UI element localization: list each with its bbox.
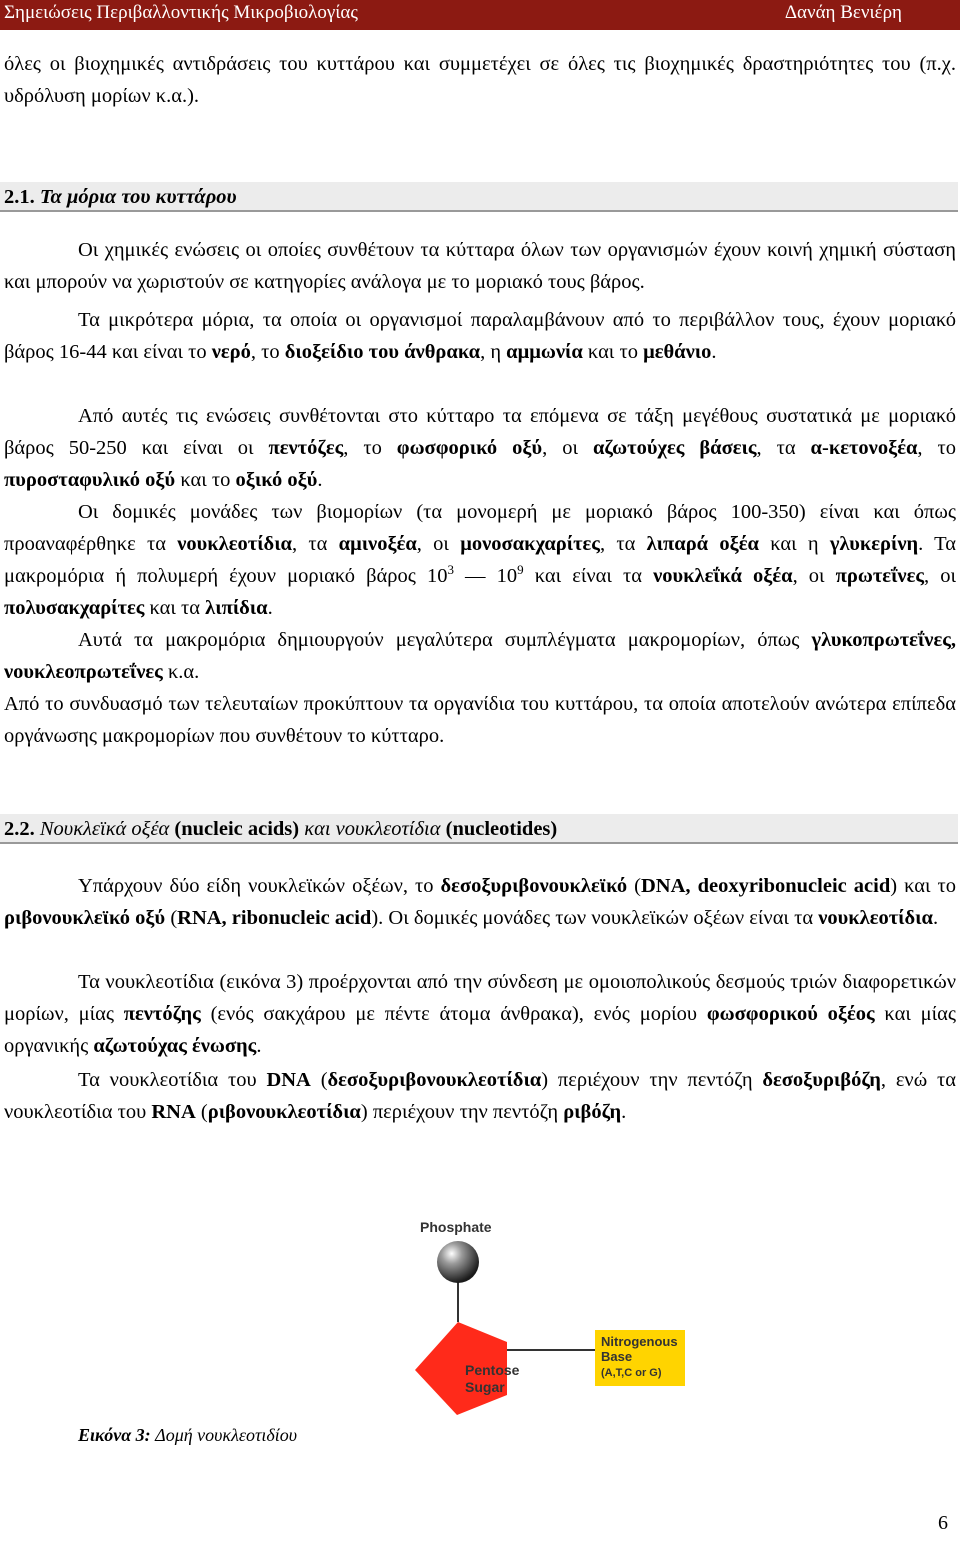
base-label-line3: (A,T,C or G) (601, 1367, 662, 1379)
figure-caption (78, 1425, 297, 1446)
pentose-label-line1: Pentose (465, 1362, 520, 1378)
base-label-line1: Nitrogenous (601, 1334, 678, 1349)
paragraph-nucleic-acid-types: Υπάρχουν δύο είδη νουκλεϊκών οξέων, το δεσοξυριβονουκλεϊκό (DNA, deoxyribonucleic acid) και το ριβονουκλεϊκό οξύ (RNA, ribonucleic acid). Οι δομικές μονάδες των νουκλεϊκών οξέων είναι τα νουκλεοτίδια. (4, 875, 957, 929)
paragraph-building-blocks: Οι δομικές μονάδες των βιομορίων (τα μονομερή με μοριακό βάρος 100-350) είναι και όπως προαναφέρθηκε τα νουκλεοτίδια, τα αμινοξέα, οι μονοσακχαρίτες, τα λιπαρά οξέα και η γλυκερίνη. Τα μακρομόρια ή πολυμερή έχουν μοριακό βάρος $10^3$ — $10^9$ και είναι τα νουκλεΐκά οξέα, οι πρωτεΐνες, οι πολυσακχαρίτες και τα λιπίδια. (4, 501, 957, 619)
paragraph-dna-rna-sugars: Τα νουκλεοτίδια του DNA (δεσοξυριβονουκλεοτίδια) περιέχουν την πεντόζη δεσοξυριβόζη, ενώ τα νουκλεοτίδια του RNA (ριβονουκλεοτίδια) περιέχουν την πεντόζη ριβόζη. (4, 1069, 956, 1123)
caption-text: Δομή νουκλεοτιδίου (155, 1425, 298, 1445)
paragraph-medium-molecules: Από αυτές τις ενώσεις συνθέτονται στο κύτταρο τα επόμενα σε τάξη μεγέθους συστατικά με μοριακό βάρος 50-250 και είναι οι πεντόζες, το φωσφορικό οξύ, οι αζωτούχες βάσεις, τα α-κετονοξέα, το πυροσταφυλικό οξύ και το οξικό οξύ. (4, 405, 956, 491)
paragraph-small-molecules: Τα μικρότερα μόρια, τα οποία οι οργανισμοί παραλαμβάνουν από το περιβάλλον τους, έχουν μοριακό βάρος 16-44 και είναι το νερό, το διοξείδιο του άνθρακα, η αμμωνία και το μεθάνιο. (4, 309, 956, 363)
page-number: 6 (938, 1512, 948, 1534)
section-heading-2-1 (0, 182, 958, 212)
caption-label: Εικόνα 3: (78, 1425, 151, 1445)
paragraph-complexes: Αυτά τα μακρομόρια δημιουργούν μεγαλύτερα συμπλέγματα μακρομορίων, όπως γλυκοπρωτεΐνες, νουκλεοπρωτεΐνες κ.α. (4, 629, 956, 683)
pentose-label-line2: Sugar (465, 1379, 505, 1395)
section-title: Τα μόρια του κυττάρου (39, 186, 237, 208)
paragraph-intro: όλες οι βιοχημικές αντιδράσεις του κυττάρου και συμμετέχει σε όλες τις βιοχημικές δραστηριότητες του (π.χ. υδρόλυση μορίων κ.α.). (4, 53, 956, 107)
paragraph-molecules: Οι χημικές ενώσεις οι οποίες συνθέτουν τα κύτταρα όλων των οργανισμών έχουν κοινή χημική σύσταση και μπορούν να χωριστούν σε κατηγορίες ανάλογα με το μοριακό τους βάρος. (4, 239, 956, 293)
nucleotide-structure-figure (415, 1210, 715, 1425)
phosphate-sphere-icon (437, 1241, 479, 1283)
section-heading-2-2: 2.2. Νουκλεϊκά οξέα (nucleic acids) και νουκλεοτίδια (nucleotides) (0, 814, 958, 844)
base-label-line2: Base (601, 1349, 633, 1364)
header-title: Σημειώσεις Περιβαλλοντικής Μικροβιολογίας (4, 2, 358, 23)
paragraph-nucleotide-components: Τα νουκλεοτίδια (εικόνα 3) προέρχονται από την σύνδεση με ομοιοπολικούς δεσμούς τριών διαφορετικών μορίων, μίας πεντόζης (ενός σακχάρου με πέντε άτομα άνθρακα), ενός μορίου φωσφορικού οξέος και μίας οργανικής αζωτούχας ένωσης. (4, 971, 956, 1057)
section-number: 2.1. (4, 186, 35, 208)
page-header (0, 0, 960, 30)
phosphate-label: Phosphate (420, 1219, 492, 1235)
header-author: Δανάη Βενιέρη (784, 2, 902, 23)
paragraph-organelles: Από το συνδυασμό των τελευταίων προκύπτουν τα οργανίδια του κυττάρου, τα οποία αποτελούν ανώτερα επίπεδα οργάνωσης μακρομορίων που συνθέτουν το κύτταρο. (4, 693, 956, 747)
